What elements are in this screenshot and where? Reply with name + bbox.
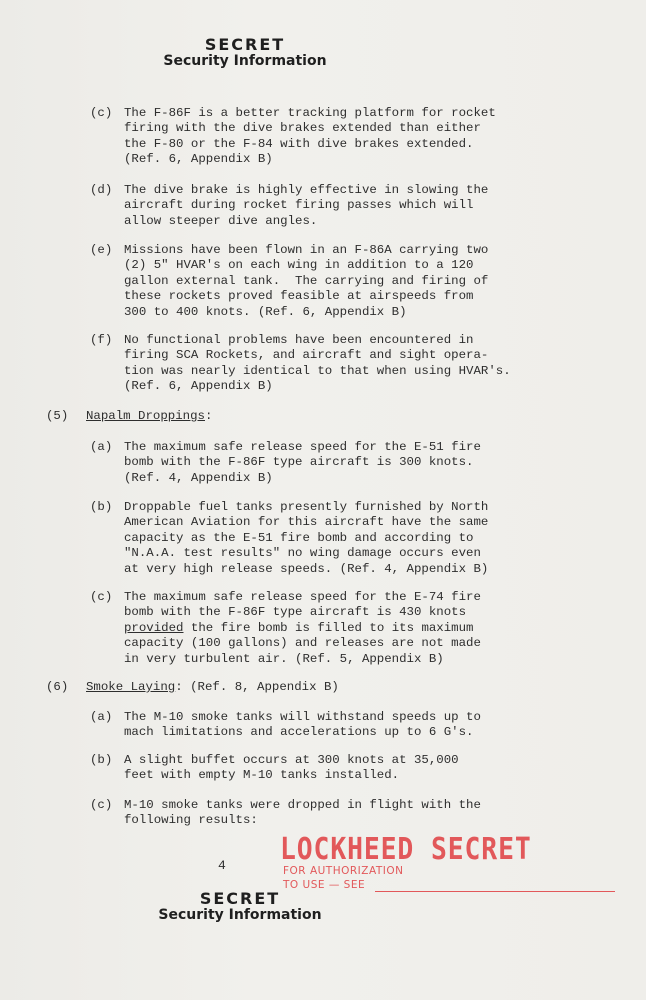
paragraph: The dive brake is highly effective in slowing the aircraft during rocket firing passes which will allow steeper dive angles. [124,183,489,228]
item-label: (f) [90,333,113,347]
page-number: 4 [218,858,226,873]
stamp-signature-line [375,891,615,892]
stamp-line-1: FOR AUTHORIZATION [283,865,404,877]
item-label: (c) [90,106,113,120]
section-heading: Napalm Droppings: [86,409,213,423]
paragraph: Missions have been flown in an F-86A carrying two (2) 5" HVAR's on each wing in addition to a 120 gallon external tank. The carrying and firing of these rockets proved feasible at airspeeds from 300 to 400 knots. (Ref. 6, Appendix B) [124,243,489,319]
stamp-line-2: TO USE — SEE [283,879,366,891]
item-label: (b) [90,500,113,514]
paragraph: The maximum safe release speed for the E-51 fire bomb with the F-86F type aircraft is 300 knots. (Ref. 4, Appendix B) [124,440,481,485]
paragraph: Droppable fuel tanks presently furnished by North American Aviation for this aircraft have the same capacity as the E-51 fire bomb and according to "N.A.A. test results" no wing damage occurs even at very high release speeds. (Ref. 4, Appendix B) [124,500,489,576]
item-label: (d) [90,183,113,197]
bottom-classification-banner [150,891,330,922]
classification-label: SECRET [199,889,281,908]
stamp-title: LOCKHEED SECRET [280,832,532,867]
security-info-label: Security Information [163,52,327,69]
item-label: (a) [90,710,113,724]
item-label: (c) [90,798,113,812]
security-info-label: Security Information [158,906,322,923]
paragraph: No functional problems have been encountered in firing SCA Rockets, and aircraft and sight opera- tion was nearly identical to that when using HVAR's. (Ref. 6, Appendix B) [124,333,511,394]
section-number: (5) [46,409,69,423]
classification-label: SECRET [204,35,286,54]
section-heading: Smoke Laying: (Ref. 8, Appendix B) [86,680,339,694]
lockheed-secret-stamp [280,832,625,902]
paragraph: The F-86F is a better tracking platform for rocket firing with the dive brakes extended than either the F-80 or the F-84 with dive brakes extended. (Ref. 6, Appendix B) [124,106,496,167]
paragraph: M-10 smoke tanks were dropped in flight with the following results: [124,798,481,828]
item-label: (a) [90,440,113,454]
item-label: (e) [90,243,113,257]
item-label: (b) [90,753,113,767]
paragraph: The M-10 smoke tanks will withstand speeds up to mach limitations and accelerations up to 6 G's. [124,710,481,740]
paragraph: A slight buffet occurs at 300 knots at 35,000 feet with empty M-10 tanks installed. [124,753,459,783]
emphasis-provided: provided [124,620,184,635]
paragraph: The maximum safe release speed for the E-74 fire bomb with the F-86F type aircraft is 430 knots provided the fire bomb is filled to its maximum capacity (100 gallons) and releases are not made in very turbulent air. (Ref. 5, Appendix B) [124,590,481,666]
top-classification-banner [150,37,340,68]
section-number: (6) [46,680,69,694]
item-label: (c) [90,590,113,604]
